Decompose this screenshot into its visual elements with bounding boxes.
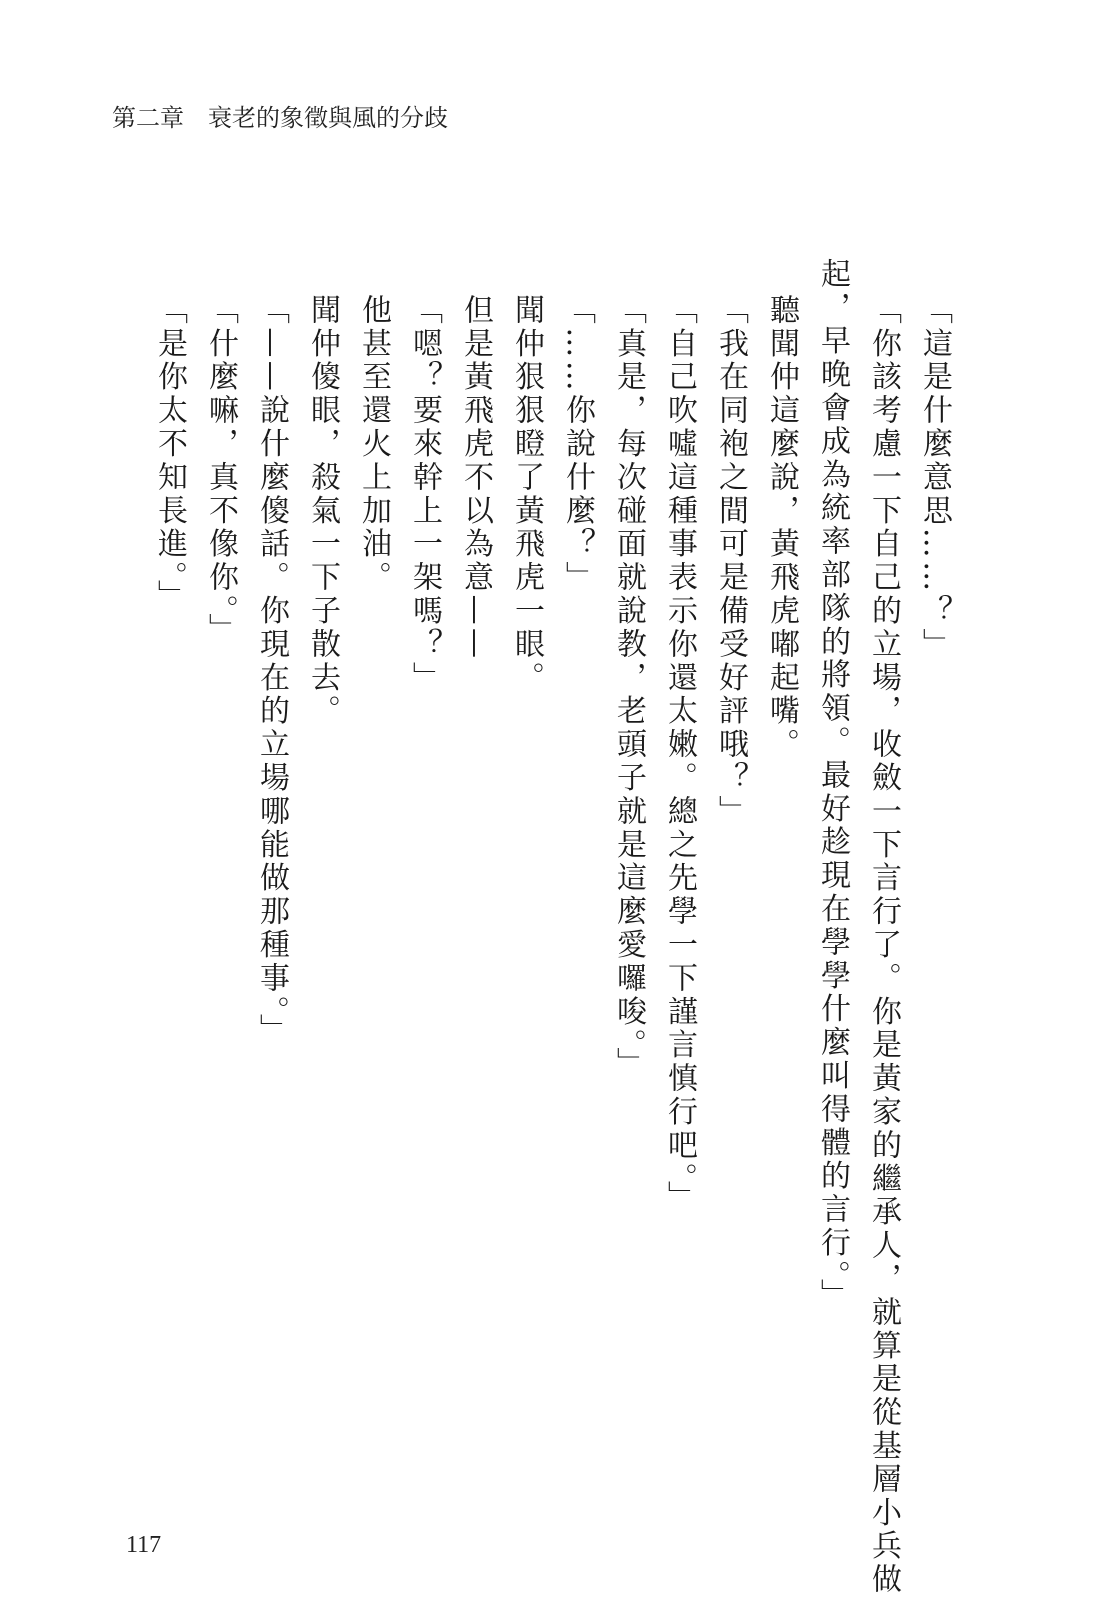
chapter-label: 第二章 [112, 104, 184, 132]
page-number: 117 [126, 1532, 162, 1558]
text-line: 「——說什麼傻話。你現在的立場哪能做那種事。」 [254, 294, 289, 1048]
text-line: 但是黃飛虎不以為意—— [458, 294, 493, 662]
text-line: 「你該考慮一下自己的立場，收斂一下言行了。你是黃家的繼承人，就算是從基層小兵做 [866, 294, 901, 1597]
chapter-title: 衰老的象徵與風的分歧 [208, 104, 448, 132]
text-line: 「這是什麼意思……？」 [917, 294, 952, 662]
text-line: 聞仲傻眼，殺氣一下子散去。 [305, 294, 340, 729]
text-line: 「自己吹噓這種事表示你還太嫩。總之先學一下謹言慎行吧。」 [662, 294, 697, 1215]
text-line: 「什麼嘛，真不像你。」 [203, 294, 238, 647]
text-line: 「嗯？要來幹上一架嗎？」 [407, 294, 442, 695]
text-line: 「是你太不知長進。」 [152, 294, 187, 613]
text-line: 聽聞仲這麼說，黃飛虎嘟起嘴。 [764, 294, 799, 762]
text-line: 「……你說什麼？」 [560, 294, 595, 595]
text-line: 「真是，每次碰面就說教，老頭子就是這麼愛囉唆。」 [611, 294, 646, 1081]
text-line: 他甚至還火上加油。 [356, 294, 391, 595]
running-header [112, 98, 448, 133]
text-line: 聞仲狠狠瞪了黃飛虎一眼。 [509, 294, 544, 695]
text-line: 「我在同袍之間可是備受好評哦？」 [713, 294, 748, 829]
text-line: 起，早晚會成為統率部隊的將領。最好趁現在學學什麼叫得體的言行。」 [815, 258, 850, 1312]
